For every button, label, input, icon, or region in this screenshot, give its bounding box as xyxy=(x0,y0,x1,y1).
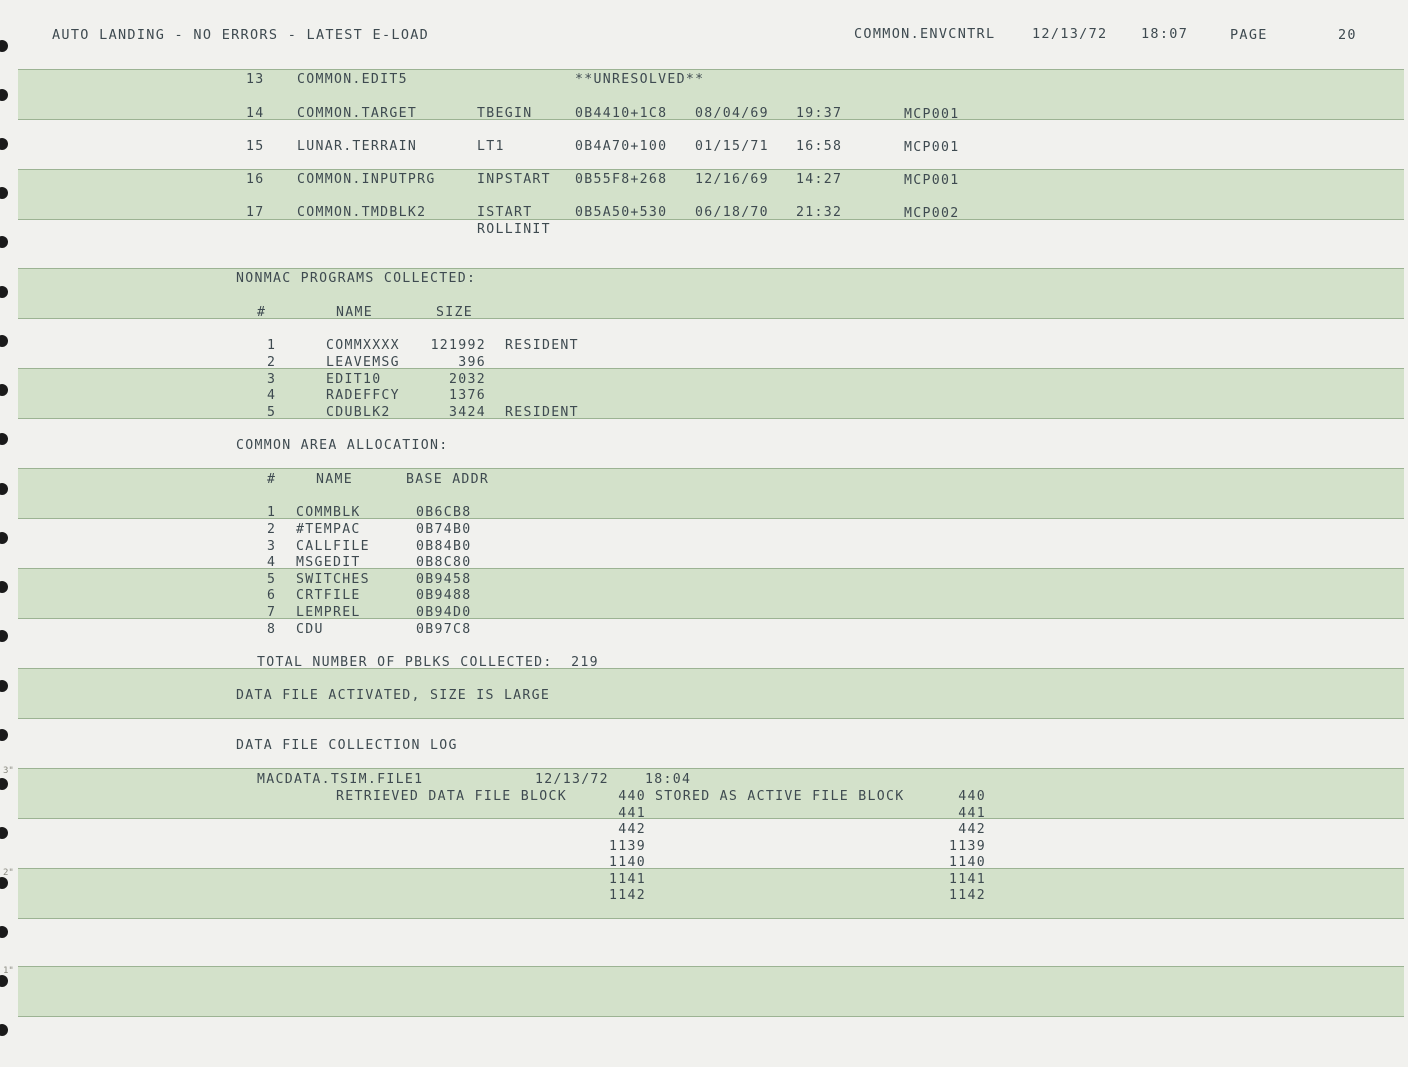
tractor-hole xyxy=(0,827,8,839)
retrieved-block: 442 xyxy=(618,822,646,837)
common-area-number: 5 xyxy=(267,572,277,587)
common-area-addr: 0B9488 xyxy=(416,588,472,603)
common-area-name: CDU xyxy=(296,622,324,637)
module-name: COMMON.INPUTPRG xyxy=(297,172,436,187)
common-area-addr: 0B74B0 xyxy=(416,522,472,537)
common-area-number: 4 xyxy=(267,555,277,570)
log-file: MACDATA.TSIM.FILE1 xyxy=(257,772,424,787)
tractor-hole xyxy=(0,236,8,248)
module-number: 14 xyxy=(246,106,265,121)
common-area-col-num: # xyxy=(267,472,277,487)
module-number: 17 xyxy=(246,205,265,220)
module-date: 08/04/69 xyxy=(695,106,769,121)
log-time: 18:04 xyxy=(645,772,692,787)
nonmac-size: 3424 xyxy=(449,405,486,420)
tractor-hole xyxy=(0,40,8,52)
page-label: PAGE xyxy=(1230,27,1268,43)
tractor-hole xyxy=(0,680,8,692)
common-area-addr: 0B9458 xyxy=(416,572,472,587)
stored-block: 1139 xyxy=(949,839,986,854)
tractor-hole xyxy=(0,630,8,642)
module-number: 15 xyxy=(246,139,265,154)
tractor-hole xyxy=(0,729,8,741)
common-area-name: #TEMPAC xyxy=(296,522,361,537)
tractor-hole xyxy=(0,335,8,347)
stored-block: 441 xyxy=(958,806,986,821)
retrieved-block: 440 xyxy=(618,789,646,804)
module-name: LUNAR.TERRAIN xyxy=(297,139,418,154)
retrieved-block: 1141 xyxy=(609,872,646,887)
common-area-name: MSGEDIT xyxy=(296,555,361,570)
nonmac-col-size: SIZE xyxy=(436,305,473,320)
green-bar xyxy=(18,468,1404,519)
common-area-col-name: NAME xyxy=(316,472,353,487)
common-area-title: COMMON AREA ALLOCATION: xyxy=(236,438,449,453)
common-area-number: 7 xyxy=(267,605,277,620)
module-time: 21:32 xyxy=(796,205,843,220)
nonmac-name: EDIT10 xyxy=(326,372,382,387)
module-address: 0B5A50+530 xyxy=(575,205,668,220)
module-entry: INPSTART xyxy=(477,172,551,187)
tractor-hole xyxy=(0,286,8,298)
retrieved-block: 1142 xyxy=(609,888,646,903)
nonmac-number: 5 xyxy=(267,405,277,420)
module-name: COMMON.ENVCNTRL xyxy=(854,26,996,42)
module-time: 16:58 xyxy=(796,139,843,154)
nonmac-size: 396 xyxy=(458,355,486,370)
retrieved-block: 441 xyxy=(618,806,646,821)
module-id: MCP001 xyxy=(904,173,960,188)
module-id: MCP001 xyxy=(904,107,960,122)
tractor-hole xyxy=(0,975,8,987)
nonmac-title: NONMAC PROGRAMS COLLECTED: xyxy=(236,271,477,286)
green-bar xyxy=(18,966,1404,1017)
module-entry: ISTART xyxy=(477,205,533,220)
green-bar xyxy=(18,868,1404,919)
stored-block: 1141 xyxy=(949,872,986,887)
data-file-status: DATA FILE ACTIVATED, SIZE IS LARGE xyxy=(236,688,551,703)
green-bar xyxy=(18,568,1404,619)
nonmac-size: 1376 xyxy=(449,388,486,403)
retrieved-label: RETRIEVED DATA FILE BLOCK xyxy=(336,789,567,804)
module-address: **UNRESOLVED** xyxy=(575,72,705,87)
tractor-hole xyxy=(0,384,8,396)
tractor-hole xyxy=(0,926,8,938)
inch-mark: 1" xyxy=(3,966,14,976)
nonmac-number: 2 xyxy=(267,355,277,370)
module-name: COMMON.TMDBLK2 xyxy=(297,205,427,220)
retrieved-block: 1139 xyxy=(609,839,646,854)
module-address: 0B4410+1C8 xyxy=(575,106,668,121)
retrieved-block: 1140 xyxy=(609,855,646,870)
module-number: 16 xyxy=(246,172,265,187)
tractor-hole xyxy=(0,877,8,889)
tractor-hole xyxy=(0,483,8,495)
nonmac-number: 4 xyxy=(267,388,277,403)
nonmac-col-num: # xyxy=(257,305,267,320)
tractor-hole xyxy=(0,581,8,593)
common-area-addr: 0B8C80 xyxy=(416,555,472,570)
common-area-name: CALLFILE xyxy=(296,539,370,554)
nonmac-size: 121992 xyxy=(430,338,486,353)
module-name: COMMON.EDIT5 xyxy=(297,72,408,87)
module-time: 19:37 xyxy=(796,106,843,121)
green-bar xyxy=(18,268,1404,319)
common-area-name: CRTFILE xyxy=(296,588,361,603)
report-title: AUTO LANDING - NO ERRORS - LATEST E-LOAD xyxy=(52,27,430,43)
nonmac-number: 3 xyxy=(267,372,277,387)
nonmac-name: CDUBLK2 xyxy=(326,405,391,420)
green-bar xyxy=(18,668,1404,719)
module-date: 01/15/71 xyxy=(695,139,769,154)
module-date: 06/18/70 xyxy=(695,205,769,220)
stored-label: STORED AS ACTIVE FILE BLOCK xyxy=(655,789,905,804)
nonmac-name: RADEFFCY xyxy=(326,388,400,403)
nonmac-name: COMMXXXX xyxy=(326,338,400,353)
module-name: COMMON.TARGET xyxy=(297,106,418,121)
report-time: 18:07 xyxy=(1141,26,1189,42)
module-entry: LT1 xyxy=(477,139,505,154)
page-number: 20 xyxy=(1338,27,1357,43)
common-area-name: SWITCHES xyxy=(296,572,370,587)
tractor-hole xyxy=(0,89,8,101)
nonmac-note: RESIDENT xyxy=(505,405,579,420)
tractor-hole xyxy=(0,433,8,445)
module-entry: TBEGIN xyxy=(477,106,533,121)
tractor-hole xyxy=(0,138,8,150)
nonmac-col-name: NAME xyxy=(336,305,373,320)
module-id: MCP002 xyxy=(904,206,960,221)
nonmac-note: RESIDENT xyxy=(505,338,579,353)
tractor-hole xyxy=(0,778,8,790)
nonmac-size: 2032 xyxy=(449,372,486,387)
green-bar xyxy=(18,368,1404,419)
report-date: 12/13/72 xyxy=(1032,26,1108,42)
common-area-name: LEMPREL xyxy=(296,605,361,620)
stored-block: 1140 xyxy=(949,855,986,870)
module-extra-entry: ROLLINIT xyxy=(477,222,551,237)
common-area-addr: 0B6CB8 xyxy=(416,505,472,520)
module-time: 14:27 xyxy=(796,172,843,187)
common-area-addr: 0B94D0 xyxy=(416,605,472,620)
common-area-col-addr: BASE ADDR xyxy=(406,472,490,487)
common-area-number: 2 xyxy=(267,522,277,537)
stored-block: 1142 xyxy=(949,888,986,903)
common-area-addr: 0B84B0 xyxy=(416,539,472,554)
module-date: 12/16/69 xyxy=(695,172,769,187)
inch-mark: 3" xyxy=(3,766,14,776)
common-area-number: 1 xyxy=(267,505,277,520)
module-address: 0B55F8+268 xyxy=(575,172,668,187)
common-area-number: 8 xyxy=(267,622,277,637)
tractor-hole xyxy=(0,532,8,544)
inch-mark: 2" xyxy=(3,868,14,878)
stored-block: 440 xyxy=(958,789,986,804)
total-pblks: TOTAL NUMBER OF PBLKS COLLECTED: 219 xyxy=(257,655,599,670)
log-date: 12/13/72 xyxy=(535,772,609,787)
common-area-number: 6 xyxy=(267,588,277,603)
module-number: 13 xyxy=(246,72,265,87)
module-id: MCP001 xyxy=(904,140,960,155)
module-address: 0B4A70+100 xyxy=(575,139,668,154)
common-area-name: COMMBLK xyxy=(296,505,361,520)
nonmac-name: LEAVEMSG xyxy=(326,355,400,370)
tractor-hole xyxy=(0,1024,8,1036)
tractor-hole xyxy=(0,187,8,199)
common-area-addr: 0B97C8 xyxy=(416,622,472,637)
log-title: DATA FILE COLLECTION LOG xyxy=(236,738,458,753)
common-area-number: 3 xyxy=(267,539,277,554)
stored-block: 442 xyxy=(958,822,986,837)
nonmac-number: 1 xyxy=(267,338,277,353)
